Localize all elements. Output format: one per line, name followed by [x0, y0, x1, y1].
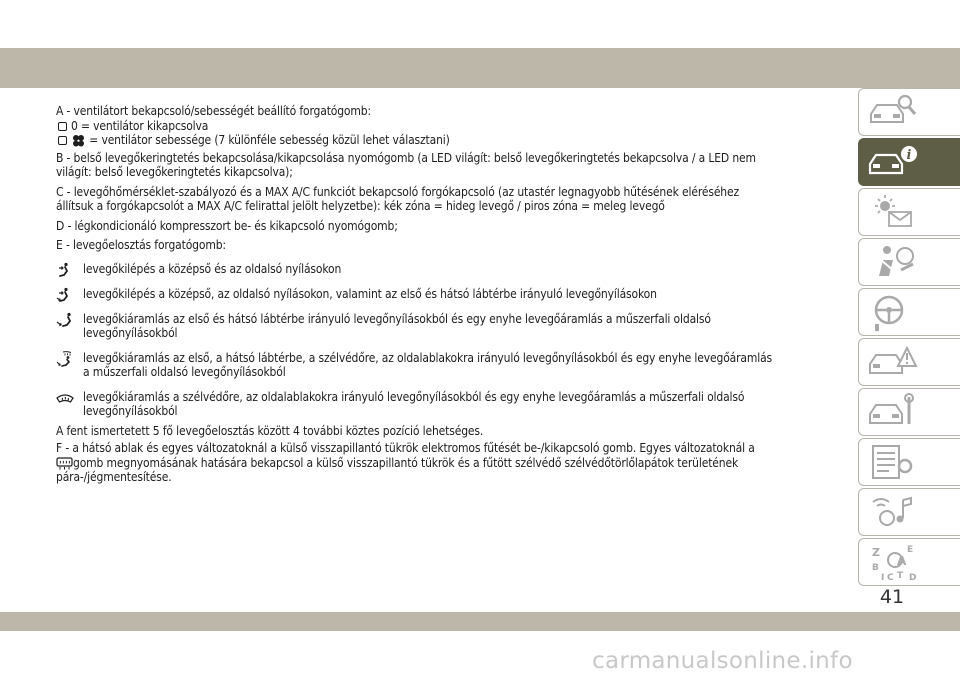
air-mode-windshield [56, 390, 846, 419]
air-mode-feet [56, 312, 846, 341]
chapter-tab-technical-data[interactable] [858, 438, 960, 486]
alphabetical-index-search-icon [867, 542, 919, 582]
air-mode-windshield-line-1: levegőkiáramlás a szélvédőre, az oldalablakokra irányuló levegőnyílásokból és egy enyhe levegőáramlás a műszerfali oldalsó [83, 389, 745, 404]
svg-text:A: A [897, 554, 907, 568]
chapter-tab-warning-lights[interactable] [858, 188, 960, 236]
air-mode-bilevel [56, 287, 846, 302]
car-info-icon [867, 142, 919, 182]
fan-icon [71, 134, 86, 147]
rear-defrost-icon [56, 457, 73, 470]
section-a-item-off: 0 = ventilátor kikapcsolva [56, 119, 846, 134]
air-mode-feet-line-1: levegőkiáramlás az első és hátsó lábtérbe irányuló levegőnyílásokból és egy enyhe levegőáramlás a műszerfali oldalsó [83, 311, 711, 326]
air-mode-windshield-line-2: levegőnyílásokból [83, 404, 178, 418]
svg-text:i: i [906, 148, 912, 163]
page-number: 41 [879, 586, 905, 608]
windshield-defrost-icon [56, 390, 74, 406]
warning-light-message-icon [867, 192, 919, 232]
airbag-seatbelt-icon [867, 242, 919, 282]
svg-text:D: D [909, 573, 917, 582]
intermediate-positions-note: A fent ismertetett 5 fő levegőelosztás között 4 további köztes pozíció lehetséges. [56, 423, 484, 438]
section-e-heading: E - levegőelosztás forgatógomb: [56, 238, 226, 252]
chapter-tab-multimedia[interactable] [858, 488, 960, 536]
air-feet-vents-icon [56, 312, 74, 328]
section-f-line-2: gomb megnyomásának hatására bekapcsol a külső visszapillantó tükrök és a fűtött szélvédő szélvédőtörlőlapátok területének [56, 456, 846, 471]
section-b-line-1: B - belső levegőkeringtetés bekapcsolása/kikapcsolása nyomógomb (a LED világít: belső levegőkeringtetés bekapcsolva / a LED nem [56, 150, 756, 165]
svg-text:C: C [887, 573, 894, 582]
chapter-tab-emergency[interactable] [858, 338, 960, 386]
car-breakdown-warning-icon [867, 342, 919, 382]
chapter-tab-starting-driving[interactable] [858, 288, 960, 336]
watermark: carmanualsonline.info [592, 648, 853, 674]
air-mode-feet-windshield [56, 351, 846, 380]
car-search-icon [867, 92, 919, 132]
svg-text:T: T [897, 571, 904, 581]
svg-text:B: B [872, 563, 879, 573]
air-feet-windshield-icon [56, 351, 74, 367]
technical-data-list-icon [867, 442, 919, 482]
square-bullet-icon [58, 136, 67, 145]
section-b-line-2: világít: belső levegőkeringtetés kikapcsolva); [56, 165, 293, 179]
svg-text:I: I [881, 573, 885, 582]
footer-bar [0, 612, 960, 631]
section-a-item-speed: = ventilátor sebessége (7 különféle sebesség közül lehet választani) [56, 133, 846, 148]
chapter-tab-index[interactable] [858, 538, 960, 586]
section-d: D - légkondicionáló kompresszort be- és kikapcsoló nyomógomb; [56, 218, 398, 233]
chapter-sidebar [858, 88, 960, 582]
section-f-line-3: pára-/jégmentesítése. [56, 470, 172, 484]
air-mode-feet-windshield-line-2: a műszerfali oldalsó levegőnyílásokból [83, 365, 286, 379]
multimedia-music-icon [867, 492, 919, 532]
section-f-line-1: F - a hátsó ablak és egyes változatoknál a külső visszapillantó tükrök elektromos fűtését be-/kikapcsoló gomb. Egyes változatoknál a [56, 441, 755, 455]
header-bar [0, 48, 960, 88]
air-mode-bilevel-line-1: levegőkilépés a középső, az oldalsó nyílásokon, valamint az első és hátsó lábtérbe irányuló levegőnyílásokon [83, 287, 657, 301]
section-a-heading: A - ventilátort bekapcsoló/sebességét beállító forgatógomb: [56, 104, 371, 118]
chapter-tab-getting-to-know[interactable] [858, 88, 960, 136]
square-bullet-icon [58, 122, 67, 131]
air-mode-feet-windshield-line-1: levegőkiáramlás az első, a hátsó lábtérbe, a szélvédőre, az oldalablakokra irányuló levegőnyílásokból és egy enyhe levegőáramlás [83, 350, 773, 365]
car-maintenance-wrench-icon [867, 392, 919, 432]
chapter-tab-dashboard[interactable] [858, 138, 960, 186]
section-c-line-1: C - levegőhőmérséklet-szabályozó és a MAX A/C funkciót bekapcsoló forgókapcsoló (az utastér legnagyobb hűtésének eléréséhez [56, 184, 740, 199]
section-c-line-2: állítsuk a forgókapcsolót a MAX A/C felirattal jelölt helyzetbe): kék zóna = hideg levegő / piros zóna = meleg levegő [56, 199, 665, 213]
chapter-tab-safety[interactable] [858, 238, 960, 286]
steering-wheel-key-icon [867, 292, 919, 332]
top-margin [0, 0, 960, 52]
svg-text:Z: Z [872, 546, 880, 559]
svg-text:E: E [907, 545, 914, 555]
chapter-tab-servicing[interactable] [858, 388, 960, 436]
air-face-feet-icon [56, 287, 74, 303]
air-mode-face [56, 262, 846, 277]
air-face-vents-icon [56, 262, 74, 278]
air-mode-feet-line-2: levegőnyílásokból [83, 326, 178, 340]
manual-text-body [56, 104, 846, 485]
air-mode-face-line-1: levegőkilépés a középső és az oldalsó nyílásokon [83, 261, 342, 276]
